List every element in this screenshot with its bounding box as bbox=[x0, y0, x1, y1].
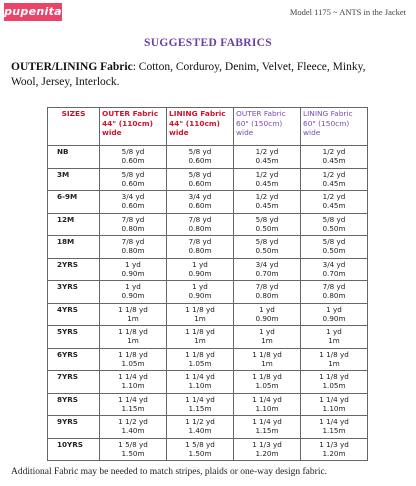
metric-value: 1m bbox=[194, 313, 206, 323]
size-cell: 10YRS bbox=[48, 438, 100, 461]
metric-value: 1.05m bbox=[322, 381, 346, 391]
measure-cell bbox=[100, 348, 167, 371]
metric-value: 0.60m bbox=[121, 156, 145, 166]
metric-value: 1m bbox=[328, 358, 340, 368]
yardage-value: 1 1/2 yd bbox=[185, 417, 215, 426]
metric-value: 1.40m bbox=[121, 426, 145, 436]
measure-cell bbox=[234, 326, 301, 349]
measure-cell bbox=[301, 326, 368, 349]
measure-cell bbox=[301, 236, 368, 259]
yardage-value: 1 1/8 yd bbox=[185, 349, 215, 359]
metric-value: 0.45m bbox=[322, 201, 346, 211]
size-cell: 8YRS bbox=[48, 393, 100, 416]
measure-cell bbox=[167, 303, 234, 326]
measure-cell bbox=[100, 371, 167, 394]
measure-cell bbox=[100, 236, 167, 259]
metric-value: 1.20m bbox=[322, 448, 346, 458]
yardage-value: 5/8 yd bbox=[121, 169, 145, 179]
measure-cell bbox=[100, 438, 167, 461]
yardage-value: 5/8 yd bbox=[188, 169, 212, 179]
measure-cell bbox=[234, 393, 301, 416]
yardage-value: 5/8 yd bbox=[188, 147, 212, 156]
yardage-value: 7/8 yd bbox=[121, 214, 145, 224]
metric-value: 1.10m bbox=[255, 403, 279, 413]
size-cell: 18M bbox=[48, 236, 100, 259]
yardage-value: 7/8 yd bbox=[121, 237, 145, 246]
metric-value: 1m bbox=[194, 336, 206, 346]
yardage-value: 1/2 yd bbox=[322, 147, 346, 156]
yardage-value: 3/4 yd bbox=[255, 259, 279, 269]
header-outer-44: OUTER Fabric 44" (110cm) wide bbox=[100, 108, 167, 146]
metric-value: 1.15m bbox=[255, 426, 279, 436]
yardage-value: 5/8 yd bbox=[255, 214, 279, 224]
measure-cell bbox=[234, 303, 301, 326]
metric-value: 0.45m bbox=[322, 156, 346, 166]
metric-value: 0.80m bbox=[255, 291, 279, 301]
yardage-value: 1 1/8 yd bbox=[118, 304, 148, 314]
metric-value: 0.90m bbox=[188, 291, 212, 301]
fabric-description bbox=[11, 60, 391, 90]
fabric-list: : Cotton, Corduroy, Denim, Velvet, Fleece, Minky, Wool, Jersey, Interlock. bbox=[11, 61, 366, 88]
measure-cell bbox=[100, 393, 167, 416]
yardage-value: 1 1/8 yd bbox=[319, 349, 349, 359]
metric-value: 0.70m bbox=[255, 268, 279, 278]
measure-cell bbox=[234, 348, 301, 371]
header-sizes: SIZES bbox=[48, 108, 100, 146]
metric-value: 1.20m bbox=[255, 448, 279, 458]
metric-value: 0.80m bbox=[322, 291, 346, 301]
metric-value: 1.05m bbox=[255, 381, 279, 391]
measure-cell bbox=[234, 281, 301, 304]
yardage-value: 1/2 yd bbox=[255, 169, 279, 179]
measure-cell bbox=[167, 191, 234, 214]
yardage-value: 1 1/8 yd bbox=[252, 372, 282, 381]
yardage-value: 1 1/8 yd bbox=[118, 349, 148, 359]
metric-value: 0.90m bbox=[255, 313, 279, 323]
metric-value: 0.90m bbox=[121, 268, 145, 278]
header-lining-44: LINING Fabric 44" (110cm) wide bbox=[167, 108, 234, 146]
measure-cell bbox=[234, 213, 301, 236]
table-row bbox=[48, 236, 368, 259]
measure-cell bbox=[100, 191, 167, 214]
metric-value: 0.90m bbox=[188, 268, 212, 278]
yardage-value: 1 yd bbox=[326, 327, 342, 336]
yardage-value: 1 1/8 yd bbox=[118, 327, 148, 336]
yardage-value: 1 5/8 yd bbox=[118, 439, 148, 449]
size-cell: NB bbox=[48, 146, 100, 169]
measure-cell bbox=[301, 416, 368, 439]
size-cell: 6YRS bbox=[48, 348, 100, 371]
measure-cell bbox=[100, 416, 167, 439]
yardage-value: 1 1/4 yd bbox=[252, 417, 282, 426]
measure-cell bbox=[167, 168, 234, 191]
measure-cell bbox=[234, 416, 301, 439]
measure-cell bbox=[301, 303, 368, 326]
metric-value: 0.80m bbox=[188, 246, 212, 256]
measure-cell bbox=[167, 213, 234, 236]
metric-value: 0.80m bbox=[121, 223, 145, 233]
measure-cell bbox=[100, 146, 167, 169]
yardage-value: 7/8 yd bbox=[188, 237, 212, 246]
yardage-value: 1/2 yd bbox=[255, 192, 279, 201]
yardage-value: 1/2 yd bbox=[322, 192, 346, 201]
table-row bbox=[48, 326, 368, 349]
size-cell: 2YRS bbox=[48, 258, 100, 281]
yardage-value: 1 1/3 yd bbox=[252, 439, 282, 449]
yardage-value: 1 yd bbox=[326, 304, 342, 314]
table-body bbox=[48, 146, 368, 461]
fabric-label: OUTER/LINING Fabric bbox=[11, 61, 133, 73]
measure-cell bbox=[167, 146, 234, 169]
yardage-value: 1 1/4 yd bbox=[319, 394, 349, 404]
measure-cell bbox=[301, 438, 368, 461]
measure-cell bbox=[100, 281, 167, 304]
yardage-value: 1 1/8 yd bbox=[185, 327, 215, 336]
table-header-row bbox=[48, 108, 368, 146]
metric-value: 0.90m bbox=[322, 313, 346, 323]
metric-value: 0.60m bbox=[121, 201, 145, 211]
table-row bbox=[48, 281, 368, 304]
metric-value: 0.70m bbox=[322, 268, 346, 278]
measure-cell bbox=[167, 326, 234, 349]
metric-value: 1.40m bbox=[188, 426, 212, 436]
measure-cell bbox=[301, 258, 368, 281]
yardage-value: 1 1/4 yd bbox=[185, 394, 215, 404]
table-row bbox=[48, 191, 368, 214]
yardage-value: 1 1/4 yd bbox=[118, 372, 148, 381]
measure-cell bbox=[167, 281, 234, 304]
yardage-value: 3/4 yd bbox=[188, 192, 212, 201]
size-cell: 6-9M bbox=[48, 191, 100, 214]
metric-value: 0.45m bbox=[322, 178, 346, 188]
yardage-value: 1 yd bbox=[125, 282, 141, 291]
measure-cell bbox=[301, 281, 368, 304]
yardage-value: 1 1/8 yd bbox=[319, 372, 349, 381]
measure-cell bbox=[234, 236, 301, 259]
table-row bbox=[48, 258, 368, 281]
measure-cell bbox=[167, 438, 234, 461]
metric-value: 1m bbox=[127, 313, 139, 323]
measure-cell bbox=[100, 303, 167, 326]
metric-value: 0.90m bbox=[121, 291, 145, 301]
metric-value: 0.60m bbox=[188, 178, 212, 188]
measure-cell bbox=[301, 146, 368, 169]
size-cell: 7YRS bbox=[48, 371, 100, 394]
yardage-value: 1 1/4 yd bbox=[118, 394, 148, 404]
metric-value: 1.15m bbox=[188, 403, 212, 413]
yardage-value: 5/8 yd bbox=[322, 237, 346, 246]
metric-value: 1.15m bbox=[322, 426, 346, 436]
table-row bbox=[48, 393, 368, 416]
yardage-value: 7/8 yd bbox=[322, 282, 346, 291]
yardage-value: 1 5/8 yd bbox=[185, 439, 215, 449]
page-title: SUGGESTED FABRICS bbox=[144, 37, 272, 49]
measure-cell bbox=[167, 236, 234, 259]
yardage-value: 1 1/2 yd bbox=[118, 417, 148, 426]
measure-cell bbox=[234, 168, 301, 191]
metric-value: 1m bbox=[328, 336, 340, 346]
metric-value: 1m bbox=[261, 336, 273, 346]
measure-cell bbox=[301, 393, 368, 416]
yardage-value: 7/8 yd bbox=[188, 214, 212, 224]
measure-cell bbox=[301, 371, 368, 394]
yardage-value: 1 1/4 yd bbox=[252, 394, 282, 404]
brand-logo: pupenita bbox=[4, 3, 62, 21]
measure-cell bbox=[234, 146, 301, 169]
size-cell: 5YRS bbox=[48, 326, 100, 349]
yardage-value: 1 yd bbox=[192, 282, 208, 291]
size-cell: 4YRS bbox=[48, 303, 100, 326]
metric-value: 1.10m bbox=[121, 381, 145, 391]
metric-value: 0.50m bbox=[322, 246, 346, 256]
table-row bbox=[48, 168, 368, 191]
measure-cell bbox=[100, 168, 167, 191]
measure-cell bbox=[301, 191, 368, 214]
table-row bbox=[48, 416, 368, 439]
metric-value: 1.10m bbox=[188, 381, 212, 391]
metric-value: 0.80m bbox=[121, 246, 145, 256]
size-cell: 3M bbox=[48, 168, 100, 191]
yardage-value: 7/8 yd bbox=[255, 282, 279, 291]
footer-note: Additional Fabric may be needed to match stripes, plaids or one-way design fabric. bbox=[11, 467, 328, 477]
metric-value: 0.60m bbox=[188, 156, 212, 166]
metric-value: 0.50m bbox=[255, 246, 279, 256]
table-row bbox=[48, 438, 368, 461]
yardage-value: 1/2 yd bbox=[322, 169, 346, 179]
yardage-value: 1 yd bbox=[192, 259, 208, 269]
metric-value: 1.05m bbox=[121, 358, 145, 368]
metric-value: 0.45m bbox=[255, 178, 279, 188]
measure-cell bbox=[100, 326, 167, 349]
yardage-value: 1/2 yd bbox=[255, 147, 279, 156]
measure-cell bbox=[301, 213, 368, 236]
yardage-value: 3/4 yd bbox=[322, 259, 346, 269]
measure-cell bbox=[234, 438, 301, 461]
size-cell: 9YRS bbox=[48, 416, 100, 439]
yardage-value: 1 1/3 yd bbox=[319, 439, 349, 449]
measure-cell bbox=[167, 393, 234, 416]
yardage-value: 1 1/8 yd bbox=[252, 349, 282, 359]
yardage-value: 1 1/8 yd bbox=[185, 304, 215, 314]
table-row bbox=[48, 213, 368, 236]
measure-cell bbox=[167, 348, 234, 371]
metric-value: 0.45m bbox=[255, 156, 279, 166]
size-cell: 3YRS bbox=[48, 281, 100, 304]
header-lining-60: LINING Fabric 60" (150cm) wide bbox=[301, 108, 368, 146]
yardage-value: 1 yd bbox=[259, 304, 275, 314]
measure-cell bbox=[100, 213, 167, 236]
table-row bbox=[48, 348, 368, 371]
yardage-value: 5/8 yd bbox=[121, 147, 145, 156]
metric-value: 0.50m bbox=[322, 223, 346, 233]
yardage-value: 3/4 yd bbox=[121, 192, 145, 201]
yardage-value: 5/8 yd bbox=[322, 214, 346, 224]
yardage-value: 1 yd bbox=[125, 259, 141, 269]
measure-cell bbox=[234, 371, 301, 394]
table-row bbox=[48, 303, 368, 326]
measure-cell bbox=[167, 371, 234, 394]
yardage-value: 1 1/4 yd bbox=[185, 372, 215, 381]
metric-value: 0.45m bbox=[255, 201, 279, 211]
metric-value: 1m bbox=[127, 336, 139, 346]
yardage-value: 1 1/4 yd bbox=[319, 417, 349, 426]
metric-value: 1.15m bbox=[121, 403, 145, 413]
metric-value: 1m bbox=[261, 358, 273, 368]
measure-cell bbox=[234, 191, 301, 214]
fabric-requirements-table bbox=[47, 107, 368, 461]
measure-cell bbox=[167, 416, 234, 439]
measure-cell bbox=[167, 258, 234, 281]
yardage-value: 1 yd bbox=[259, 327, 275, 336]
table-row bbox=[48, 146, 368, 169]
measure-cell bbox=[301, 168, 368, 191]
metric-value: 0.60m bbox=[188, 201, 212, 211]
metric-value: 1.50m bbox=[188, 448, 212, 458]
metric-value: 0.80m bbox=[188, 223, 212, 233]
metric-value: 1.05m bbox=[188, 358, 212, 368]
measure-cell bbox=[301, 348, 368, 371]
metric-value: 1.10m bbox=[322, 403, 346, 413]
size-cell: 12M bbox=[48, 213, 100, 236]
metric-value: 0.50m bbox=[255, 223, 279, 233]
table-row bbox=[48, 371, 368, 394]
metric-value: 0.60m bbox=[121, 178, 145, 188]
measure-cell bbox=[100, 258, 167, 281]
metric-value: 1.50m bbox=[121, 448, 145, 458]
header-outer-60: OUTER Fabric 60" (150cm) wide bbox=[234, 108, 301, 146]
yardage-value: 5/8 yd bbox=[255, 237, 279, 246]
measure-cell bbox=[234, 258, 301, 281]
model-caption: Model 1175 ~ ANTS in the Jacket bbox=[289, 7, 406, 17]
